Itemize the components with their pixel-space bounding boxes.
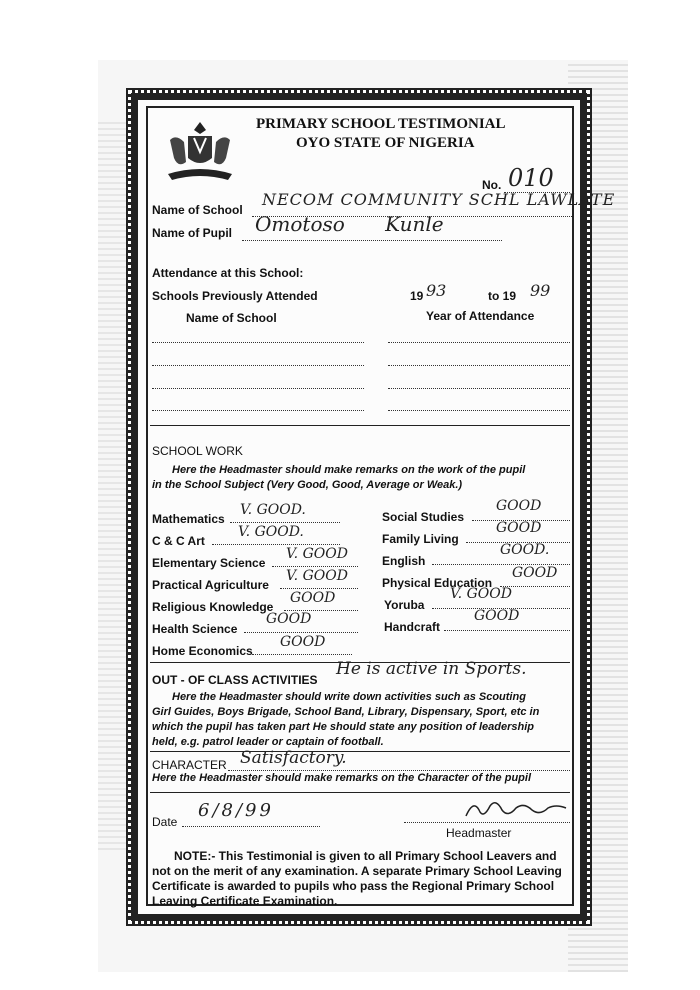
activities-instruction: Here the Headmaster should write down activities such as Scouting bbox=[172, 691, 526, 703]
subject-remark: V. GOOD bbox=[286, 568, 348, 584]
subject-remark: GOOD bbox=[474, 608, 520, 624]
subject-label: Elementary Science bbox=[152, 556, 266, 570]
divider bbox=[150, 751, 570, 752]
activities-instruction: which the pupil has taken part He should state any position of leadership bbox=[152, 721, 535, 733]
number-label: No. bbox=[482, 178, 502, 192]
school-name-value: NECOM COMMUNITY SCHL LAWLATE bbox=[262, 190, 616, 209]
pupil-name-value: Omotoso Kunle bbox=[255, 212, 444, 236]
year-from-prefix: 19 bbox=[410, 289, 424, 303]
subject-remark: V. GOOD. bbox=[238, 524, 304, 540]
activities-heading: OUT - OF CLASS ACTIVITIES bbox=[152, 673, 318, 687]
year-to-value: 99 bbox=[530, 281, 551, 300]
subject-label: Physical Education bbox=[382, 576, 493, 590]
note-text: Leaving Certificate Examination. bbox=[152, 894, 338, 908]
activities-instruction: Girl Guides, Boys Brigade, School Band, Library, Dispensary, Sport, etc in bbox=[152, 706, 540, 718]
column-name-of-school: Name of School bbox=[186, 311, 277, 325]
headmaster-label: Headmaster bbox=[446, 826, 512, 840]
subject-remark: V. GOOD bbox=[286, 546, 348, 562]
year-from-value: 93 bbox=[426, 281, 447, 300]
year-to-prefix: to 19 bbox=[488, 289, 517, 303]
divider bbox=[150, 792, 570, 793]
subject-label: Mathematics bbox=[152, 512, 225, 526]
character-instruction: Here the Headmaster should make remarks on the Character of the pupil bbox=[152, 772, 532, 784]
document-subtitle: OYO STATE OF NIGERIA bbox=[296, 135, 475, 151]
school-work-heading: SCHOOL WORK bbox=[152, 444, 243, 458]
school-name-label: Name of School bbox=[152, 203, 243, 217]
character-remark: Satisfactory. bbox=[240, 748, 347, 768]
watermark-pattern bbox=[98, 120, 128, 850]
activities-remark: He is active in Sports. bbox=[336, 659, 527, 679]
subject-remark: GOOD bbox=[512, 565, 558, 581]
subject-label: Handcraft bbox=[384, 620, 441, 634]
note-text: not on the merit of any examination. A separate Primary School Leaving bbox=[152, 864, 562, 878]
date-label: Date bbox=[152, 815, 178, 829]
date-value: 6/8/99 bbox=[198, 800, 274, 821]
pupil-name-label: Name of Pupil bbox=[152, 226, 233, 240]
column-year-of-attendance: Year of Attendance bbox=[426, 309, 535, 323]
subject-remark: V. GOOD bbox=[450, 586, 512, 602]
note-text: Certificate is awarded to pupils who pass the Regional Primary School bbox=[152, 879, 555, 893]
activities-instruction: held, e.g. patrol leader or captain of football. bbox=[152, 736, 384, 748]
subject-label: Family Living bbox=[382, 532, 459, 546]
document-title: PRIMARY SCHOOL TESTIMONIAL bbox=[256, 116, 506, 132]
attendance-label: Attendance at this School: bbox=[152, 266, 304, 280]
subject-label: Social Studies bbox=[382, 510, 465, 524]
character-label: CHARACTER bbox=[152, 758, 227, 772]
divider bbox=[150, 425, 570, 426]
school-work-instruction: Here the Headmaster should make remarks on the work of the pupil bbox=[172, 464, 526, 476]
subject-label: Home Economics bbox=[152, 644, 253, 658]
subject-label: Yoruba bbox=[384, 598, 425, 612]
subject-label: English bbox=[382, 554, 426, 568]
subject-label: Health Science bbox=[152, 622, 238, 636]
subject-remark: GOOD bbox=[496, 520, 542, 536]
subject-label: C & C Art bbox=[152, 534, 205, 548]
subject-remark: GOOD bbox=[290, 590, 336, 606]
school-work-instruction: in the School Subject (Very Good, Good, Average or Weak.) bbox=[152, 479, 463, 491]
subject-remark: GOOD bbox=[280, 634, 326, 650]
number-value: 010 bbox=[508, 164, 554, 192]
subject-remark: GOOD bbox=[266, 611, 312, 627]
subject-remark: GOOD bbox=[496, 498, 542, 514]
subject-remark: V. GOOD. bbox=[240, 502, 306, 518]
coat-of-arms-icon bbox=[160, 118, 240, 186]
subject-remark: GOOD. bbox=[500, 542, 550, 558]
note-text: NOTE:- This Testimonial is given to all Primary School Leavers and bbox=[174, 849, 557, 863]
headmaster-signature bbox=[462, 796, 572, 822]
subject-label: Practical Agriculture bbox=[152, 578, 269, 592]
previous-schools-label: Schools Previously Attended bbox=[152, 289, 318, 303]
subject-label: Religious Knowledge bbox=[152, 600, 274, 614]
